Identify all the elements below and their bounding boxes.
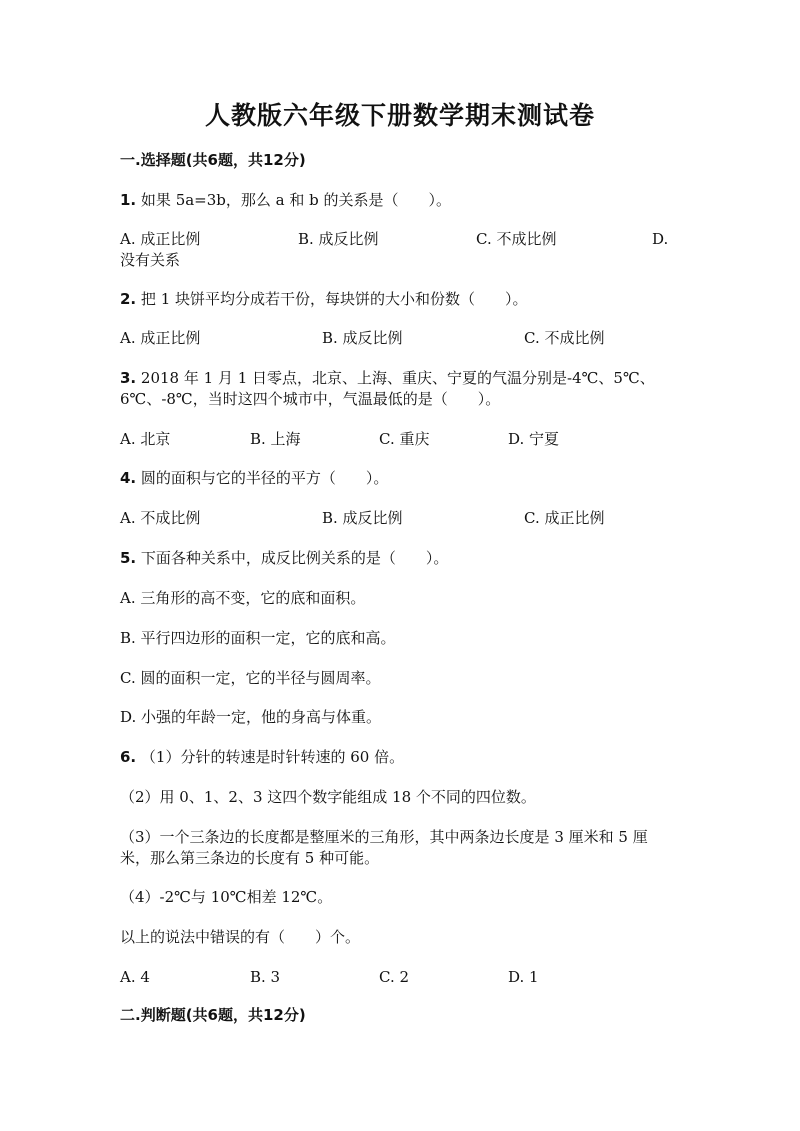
statement-4: （4）-2℃与 10℃相差 12℃。 bbox=[120, 888, 333, 906]
q4-option-b: B. 成反比例 bbox=[322, 509, 403, 527]
question-text: 把 1 块饼平均分成若干份，每块饼的大小和份数（ ）。 bbox=[140, 290, 528, 308]
q1-option-c: C. 不成比例 bbox=[476, 230, 557, 248]
question-6-prompt: 以上的说法中错误的有（ ）个。 bbox=[120, 928, 361, 946]
question-text: 圆的面积与它的半径的平方（ ）。 bbox=[140, 469, 389, 487]
q1-option-d: D. bbox=[652, 230, 669, 248]
question-text: 如果 5a=3b，那么 a 和 b 的关系是（ ）。 bbox=[140, 191, 452, 209]
q6-option-c: C. 2 bbox=[379, 968, 410, 986]
q3-option-c: C. 重庆 bbox=[379, 430, 430, 448]
q5-option-b: B. 平行四边形的面积一定，它的底和高。 bbox=[120, 629, 396, 647]
q1-option-a: A. 成正比例 bbox=[120, 230, 201, 248]
section-2-heading: 二.判断题(共6题，共12分) bbox=[120, 1006, 306, 1024]
question-text: 下面各种关系中，成反比例关系的是（ ）。 bbox=[140, 549, 449, 567]
question-number: 4. bbox=[120, 469, 137, 487]
page-title: 人教版六年级下册数学期末测试卷 bbox=[204, 101, 595, 130]
q2-option-b: B. 成反比例 bbox=[322, 329, 403, 347]
q5-option-c: C. 圆的面积一定，它的半径与圆周率。 bbox=[120, 669, 381, 687]
statement-3-line-2: 米，那么第三条边的长度有 5 种可能。 bbox=[120, 849, 380, 867]
question-5 bbox=[120, 548, 448, 568]
question-number: 1. bbox=[120, 191, 137, 209]
q3-option-b: B. 上海 bbox=[250, 430, 301, 448]
q1-option-d-continued: 没有关系 bbox=[120, 251, 181, 269]
q2-option-c: C. 不成比例 bbox=[524, 329, 605, 347]
statement-1: （1）分针的转速是时针转速的 60 倍。 bbox=[140, 748, 405, 766]
q6-option-d: D. 1 bbox=[508, 968, 539, 986]
statement-2: （2）用 0、1、2、3 这四个数字能组成 18 个不同的四位数。 bbox=[120, 788, 536, 806]
q3-option-a: A. 北京 bbox=[120, 430, 171, 448]
question-number: 2. bbox=[120, 290, 137, 308]
section-1-heading: 一.选择题(共6题，共12分) bbox=[120, 151, 306, 169]
q4-option-c: C. 成正比例 bbox=[524, 509, 605, 527]
question-6 bbox=[120, 747, 404, 767]
question-1 bbox=[120, 190, 451, 210]
question-2 bbox=[120, 289, 528, 309]
q6-option-b: B. 3 bbox=[250, 968, 281, 986]
question-4 bbox=[120, 468, 388, 488]
question-number: 5. bbox=[120, 549, 137, 567]
q4-option-a: A. 不成比例 bbox=[120, 509, 201, 527]
statement-3-line-1: （3）一个三条边的长度都是整厘米的三角形，其中两条边长度是 3 厘米和 5 厘 bbox=[120, 828, 648, 846]
q3-option-d: D. 宁夏 bbox=[508, 430, 560, 448]
q5-option-d: D. 小强的年龄一定，他的身高与体重。 bbox=[120, 708, 382, 726]
q5-option-a: A. 三角形的高不变，它的底和面积。 bbox=[120, 589, 366, 607]
question-number: 3. bbox=[120, 369, 137, 387]
question-number: 6. bbox=[120, 748, 137, 766]
question-3 bbox=[120, 368, 655, 388]
question-3-line-2: 6℃、-8℃，当时这四个城市中，气温最低的是（ ）。 bbox=[120, 390, 501, 408]
q6-option-a: A. 4 bbox=[120, 968, 150, 986]
q2-option-a: A. 成正比例 bbox=[120, 329, 201, 347]
question-text-line-1: 2018 年 1 月 1 日零点，北京、上海、重庆、宁夏的气温分别是-4℃、5℃、 bbox=[140, 369, 655, 387]
q1-option-b: B. 成反比例 bbox=[298, 230, 379, 248]
